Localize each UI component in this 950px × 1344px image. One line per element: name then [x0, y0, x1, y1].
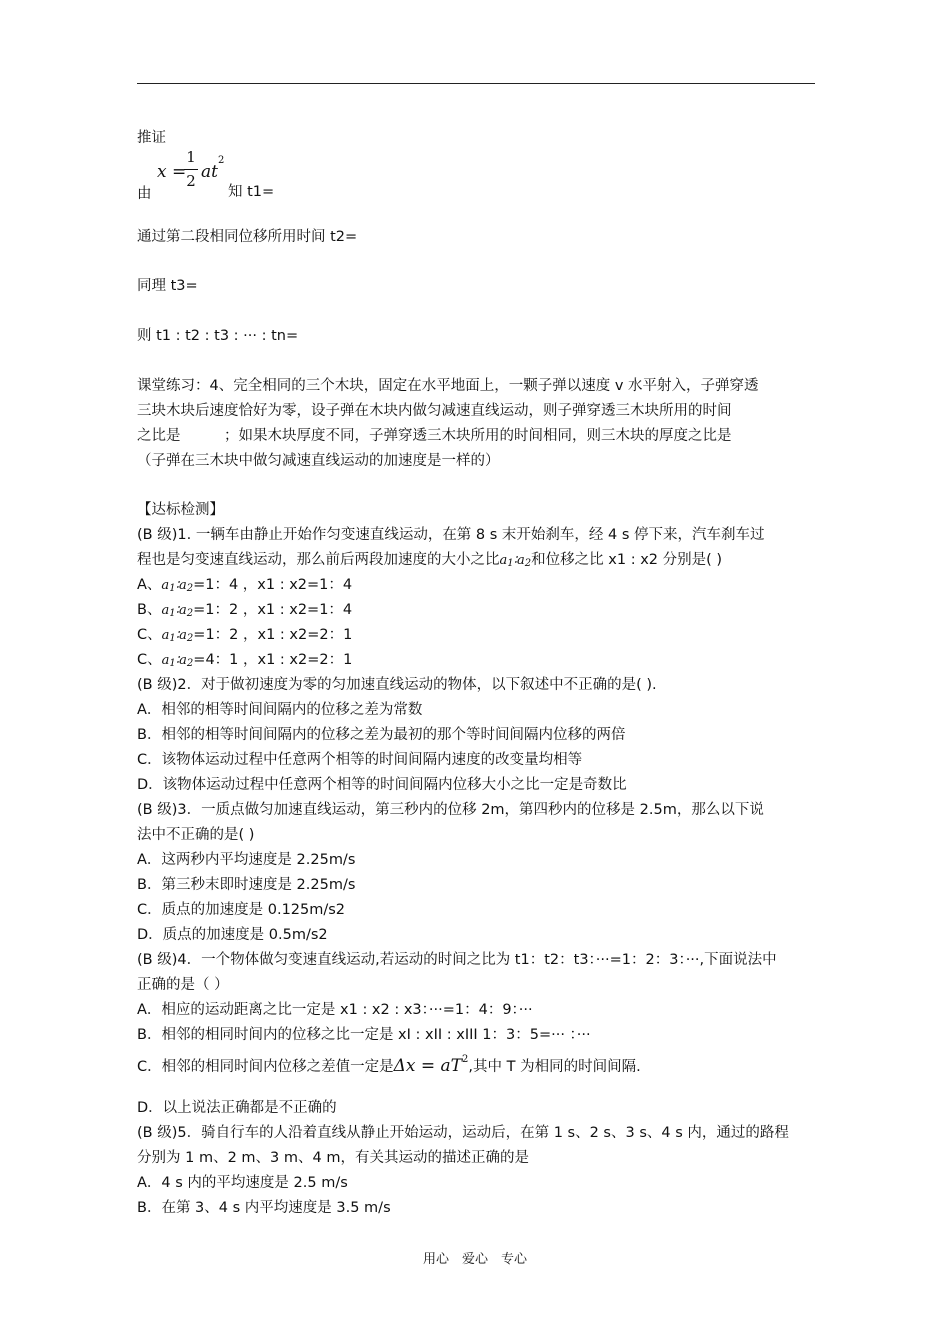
ratio-a-var: a: [161, 628, 170, 643]
option-line: A．相应的运动距离之比一定是 x1 : x2 : x3：···=1：4：9：···: [137, 1002, 533, 1018]
formula-delta: Δx = aT: [393, 1056, 463, 1076]
option-line: A．相邻的相等时间间隔内的位移之差为常数: [137, 702, 423, 718]
ratio-a-var: a: [179, 628, 187, 643]
ratio-sub-1: 1: [169, 658, 176, 669]
fraction-numerator: 1: [186, 148, 196, 166]
ratio-sub-1: 1: [507, 558, 514, 569]
formula-x: x =: [157, 162, 187, 182]
ratio-colon: ∶: [175, 653, 180, 668]
option-line: C．质点的加速度是 0.125m/s2: [137, 902, 346, 918]
option-line: B．相邻的相同时间内的位移之比一定是 xI : xII : xIII 1：3：5=··· ：···: [137, 1027, 591, 1043]
option-text: =4：1 ，x1 : x2=2：1: [193, 652, 353, 668]
ratio-a-var: a: [161, 653, 170, 668]
ratio-a-var: a: [517, 553, 525, 568]
page-footer: 用心 爱心 专心: [422, 1252, 527, 1267]
fraction-denominator: 2: [186, 172, 196, 190]
formula-at: at: [201, 162, 218, 182]
formula-exponent: 2: [462, 1054, 469, 1065]
paragraph-line: 课堂练习：4、完全相同的三个木块，固定在水平地面上，一颗子弹以速度 v 水平射入，子弹穿透: [137, 378, 759, 394]
text-line: 同理 t3=: [137, 278, 198, 294]
option-text: =1：4 ，x1 : x2=1：4: [193, 577, 353, 593]
option-line: D．质点的加速度是 0.5m/s2: [137, 927, 328, 943]
option-label: C、: [137, 627, 162, 643]
option-line: [137, 575, 352, 599]
option-line: B．第三秒末即时速度是 2.25m/s: [137, 877, 356, 893]
option-text: C．相邻的相同时间内位移之差值一定是: [137, 1059, 394, 1075]
ratio-sub-2: 2: [186, 633, 194, 644]
question-line: (B 级)5．骑自行车的人沿着直线从静止开始运动，运动后，在第 1 s、2 s、3 s、4 s 内，通过的路程: [137, 1125, 789, 1141]
ratio-sub-2: 2: [186, 658, 194, 669]
option-text: =1：2 ，x1 : x2=1：4: [193, 602, 353, 618]
paragraph-line: （子弹在三木块中做匀减速直线运动的加速度是一样的）: [137, 453, 500, 469]
question-line: (B 级)4．一个物体做匀变速直线运动,若运动的时间之比为 t1：t2：t3：···=1：2：3：···,下面说法中: [137, 952, 777, 968]
option-label: B、: [137, 602, 162, 618]
ratio-colon: ∶: [175, 628, 180, 643]
option-line: C．该物体运动过程中任意两个相等的时间间隔内速度的改变量均相等: [137, 752, 583, 768]
header-rule: [137, 83, 815, 84]
option-line: D．该物体运动过程中任意两个相等的时间间隔内位移大小之比一定是奇数比: [137, 777, 627, 793]
ratio-a-var: a: [161, 603, 170, 618]
option-line: A．这两秒内平均速度是 2.25m/s: [137, 852, 356, 868]
text-line: 推证: [137, 130, 166, 146]
ratio-sub-1: 1: [169, 633, 176, 644]
text-line: 知 t1=: [228, 184, 275, 200]
question-line: 法中不正确的是( ): [137, 827, 255, 843]
option-line: [137, 625, 352, 649]
ratio-colon: ∶: [175, 578, 179, 593]
q1-text-b: 和位移之比 x1 : x2 分别是( ): [531, 552, 723, 568]
ratio-sub-2: 2: [186, 583, 194, 594]
fraction-bar: [184, 169, 198, 170]
ratio-a-var: a: [161, 578, 170, 593]
ratio-sub-1: 1: [169, 608, 176, 619]
question-line: (B 级)3．一质点做匀加速直线运动，第三秒内的位移 2m，第四秒内的位移是 2.5m，那么以下说: [137, 802, 764, 818]
option-line: A．4 s 内的平均速度是 2.5 m/s: [137, 1175, 348, 1191]
option-line: [137, 1056, 641, 1079]
option-text: =1：2 ，x1 : x2=2：1: [193, 627, 353, 643]
question-line: 分别为 1 m、2 m、3 m、4 m，有关其运动的描述正确的是: [137, 1150, 529, 1166]
ratio-sub-1: 1: [169, 583, 176, 594]
option-line: B．在第 3、4 s 内平均速度是 3.5 m/s: [137, 1200, 391, 1216]
text-line: 由: [137, 186, 152, 202]
ratio-colon: ∶: [513, 553, 518, 568]
question-line: (B 级)1. 一辆车由静止开始作匀变速直线运动，在第 8 s 末开始刹车，经 4 s 停下来，汽车刹车过: [137, 527, 765, 543]
ratio-colon: ∶: [175, 603, 179, 618]
question-line: [137, 550, 722, 574]
question-line: 正确的是（ ）: [137, 977, 229, 993]
ratio-a-var: a: [178, 603, 187, 618]
ratio-a-var: a: [499, 553, 508, 568]
text-line: 则 t1 : t2 : t3 : ··· : tn=: [137, 328, 299, 344]
ratio-a-var: a: [179, 653, 187, 668]
q1-text-a: 程也是匀变速直线运动，那么前后两段加速度的大小之比: [137, 552, 500, 568]
option-line: B．相邻的相等时间间隔内的位移之差为最初的那个等时间间隔内位移的两倍: [137, 727, 626, 743]
option-label: C、: [137, 652, 162, 668]
option-line: [137, 650, 352, 674]
text-line: 通过第二段相同位移所用时间 t2=: [137, 229, 358, 245]
ratio-a-var: a: [178, 578, 187, 593]
option-line: D．以上说法正确都是不正确的: [137, 1100, 337, 1116]
option-label: A、: [137, 577, 162, 593]
formula-exponent: 2: [218, 155, 225, 166]
paragraph-line: 之比是 ；如果木块厚度不同，子弹穿透三木块所用的时间相同，则三木块的厚度之比是: [137, 428, 732, 444]
ratio-sub-2: 2: [524, 558, 532, 569]
question-line: (B 级)2．对于做初速度为零的匀加速直线运动的物体，以下叙述中不正确的是( ).: [137, 677, 657, 693]
ratio-sub-2: 2: [186, 608, 194, 619]
option-text: ,其中 T 为相同的时间间隔.: [468, 1059, 641, 1075]
option-line: [137, 600, 352, 624]
section-heading: 【达标检测】: [137, 502, 224, 518]
paragraph-line: 三块木块后速度恰好为零，设子弹在木块内做匀减速直线运动，则子弹穿透三木块所用的时间: [137, 403, 732, 419]
